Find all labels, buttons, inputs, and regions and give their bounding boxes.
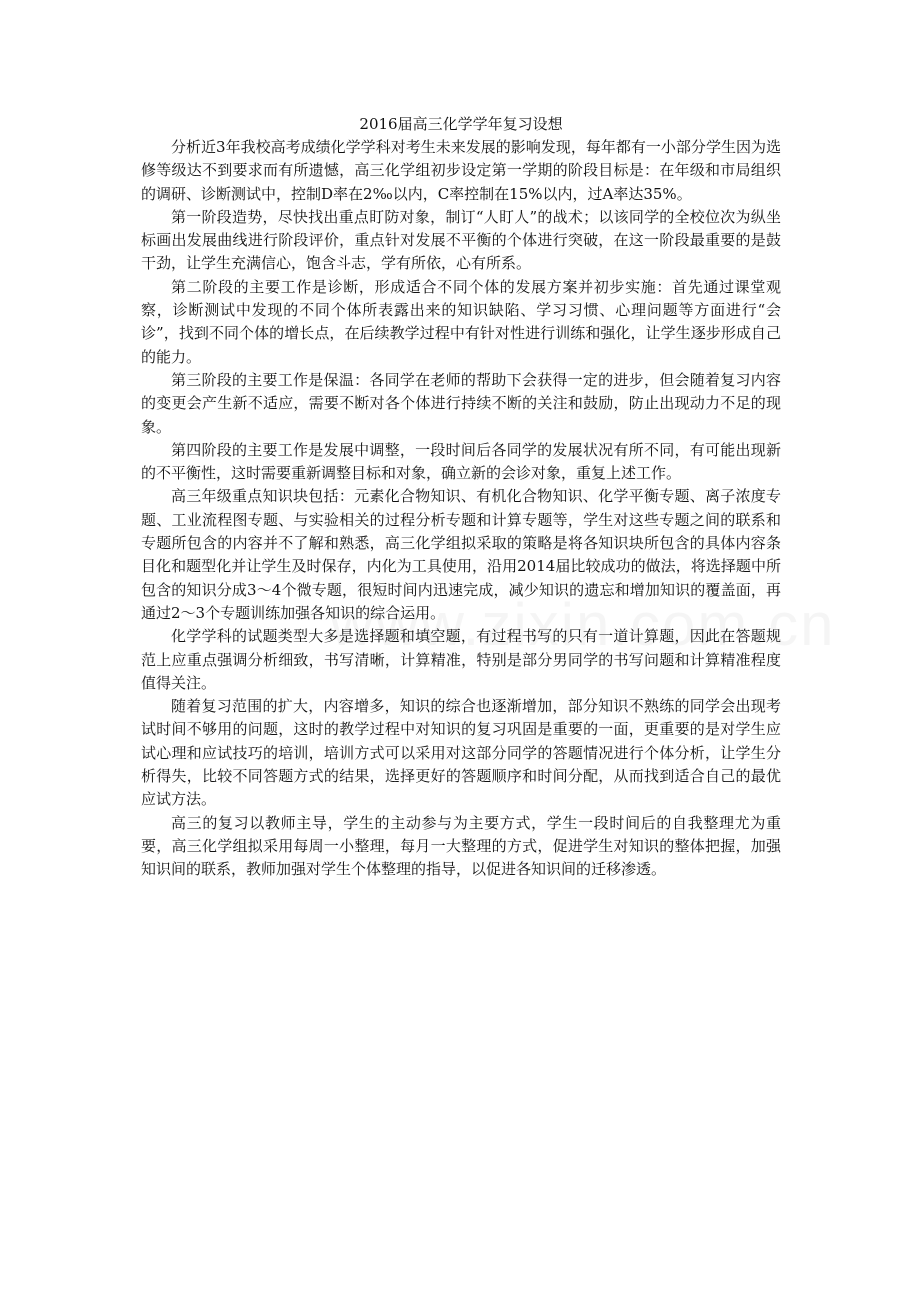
paragraph-2: 第一阶段造势，尽快找出重点盯防对象，制订“人盯人”的战术；以该同学的全校位次为纵坐标画出发展曲线进行阶段评价，重点针对发展不平衡的个体进行突破，在这一阶段最重要的是鼓干劲，让学生充满信心，饱含斗志，学有所依，心有所系。 — [141, 207, 781, 273]
paragraph-1: 分析近3年我校高考成绩化学学科对考生未来发展的影响发现，每年都有一小部分学生因为选修等级达不到要求而有所遗憾，高三化学组初步设定第一学期的阶段目标是：在年级和市局组织的调研、诊断测试中，控制D率在2‰以内，C率控制在15%以内，过A率达35%。 — [141, 138, 781, 203]
paragraph-3: 第二阶段的主要工作是诊断，形成适合不同个体的发展方案并初步实施：首先通过课堂观察，诊断测试中发现的不同个体所表露出来的知识缺陷、学习习惯、心理问题等方面进行“会诊”，找到不同个体的增长点，在后续教学过程中有针对性进行训练和强化，让学生逐步形成自己的能力。 — [141, 277, 781, 366]
paragraph-6: 高三年级重点知识块包括：元素化合物知识、有机化合物知识、化学平衡专题、离子浓度专题、工业流程图专题、与实验相关的过程分析专题和计算专题等，学生对这些专题之间的联系和专题所包含的内容并不了解和熟悉，高三化学组拟采取的策略是将各知识块所包含的具体内容条目化和题型化并让学生及时保存，内化为工具使用，沿用2014届比较成功的做法，将选择题中所包含的知识分成3～4个微专题，很短时间内迅速完成，减少知识的遗忘和增加知识的覆盖面，再通过2～3个专题训练加强各知识的综合运用。 — [141, 487, 781, 622]
paragraph-7: 化学学科的试题类型大多是选择题和填空题，有过程书写的只有一道计算题，因此在答题规范上应重点强调分析细致，书写清晰，计算精准，特别是部分男同学的书写问题和计算精准程度值得关注。 — [141, 627, 781, 692]
paragraph-5: 第四阶段的主要工作是发展中调整，一段时间后各同学的发展状况有所不同，有可能出现新的不平衡性，这时需要重新调整目标和对象，确立新的会诊对象，重复上述工作。 — [141, 440, 781, 483]
document-body — [141, 113, 781, 882]
paragraph-4: 第三阶段的主要工作是保温：各同学在老师的帮助下会获得一定的进步，但会随着复习内容的变更会产生新不适应，需要不断对各个体进行持续不断的关注和鼓励，防止出现动力不足的现象。 — [141, 370, 781, 436]
paragraph-9: 高三的复习以教师主导，学生的主动参与为主要方式，学生一段时间后的自我整理尤为重要，高三化学组拟采用每周一小整理，每月一大整理的方式，促进学生对知识的整体把握，加强知识间的联系，教师加强对学生个体整理的指导，以促进各知识间的迁移渗透。 — [141, 813, 781, 879]
paragraph-8: 随着复习范围的扩大，内容增多，知识的综合也逐渐增加，部分知识不熟练的同学会出现考试时间不够用的问题，这时的教学过程中对知识的复习巩固是重要的一面，更重要的是对学生应试心理和应试技巧的培训，培训方式可以采用对这部分同学的答题情况进行个体分析，让学生分析得失，比较不同答题方式的结果，选择更好的答题顺序和时间分配，从而找到适合自己的最优应试方法。 — [141, 697, 781, 809]
document-title: 2016届高三化学学年复习设想 — [359, 115, 563, 133]
